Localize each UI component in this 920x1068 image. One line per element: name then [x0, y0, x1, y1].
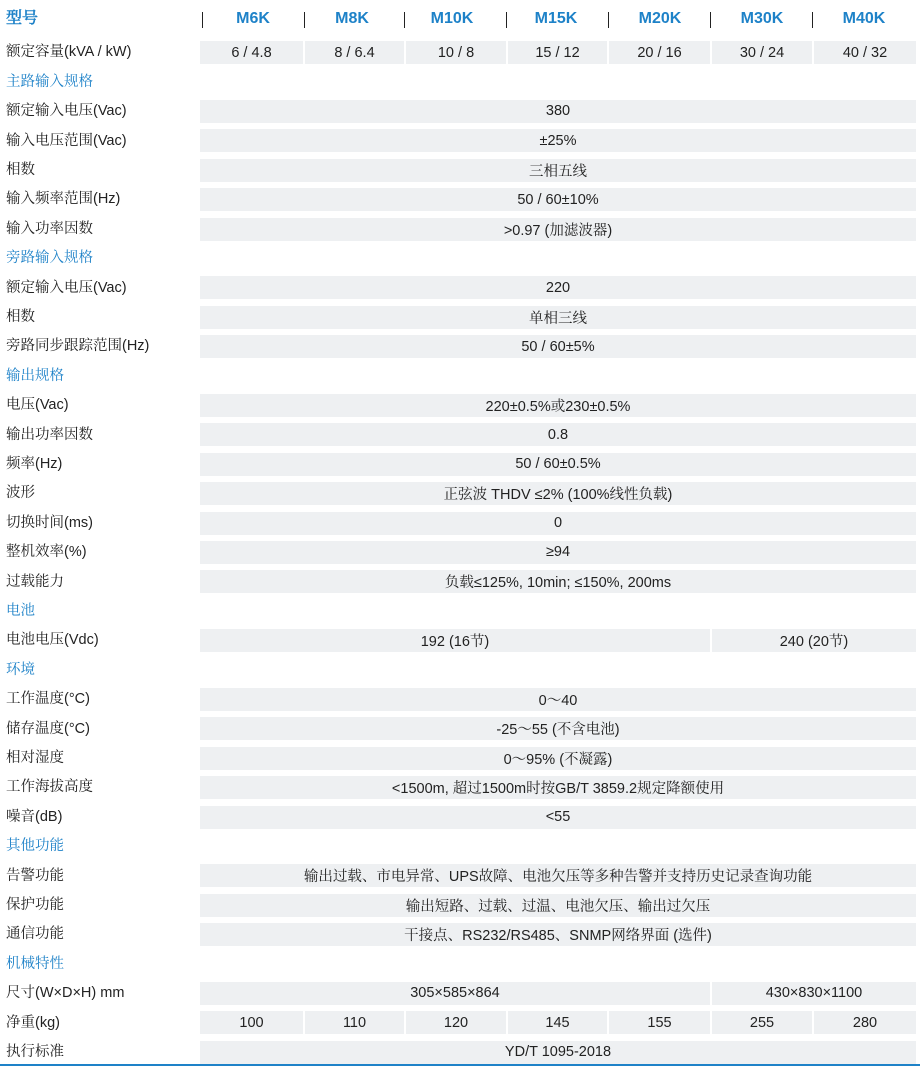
row-label: 输入电压范围(Vac): [6, 132, 127, 149]
spec-row: [0, 891, 920, 920]
row-label: 波形: [6, 485, 35, 502]
spec-row: [0, 420, 920, 449]
value-cell: 输出短路、过载、过温、电池欠压、输出过欠压: [200, 894, 916, 917]
section-title: 输出规格: [6, 367, 64, 384]
row-label: 电压(Vac): [6, 397, 69, 414]
spec-row: [0, 920, 920, 949]
section-heading-row: [0, 832, 920, 861]
spec-row: [0, 802, 920, 831]
row-label: 相数: [6, 162, 35, 179]
spec-row: [0, 567, 920, 596]
value-cell: 255: [712, 1011, 812, 1034]
value-cell: 20 / 16: [609, 41, 710, 64]
row-label: 相对湿度: [6, 750, 64, 767]
spec-row: [0, 126, 920, 155]
row-label: 频率(Hz): [6, 456, 63, 473]
header-separator: [506, 12, 507, 28]
spec-row: [0, 685, 920, 714]
row-label: 输入频率范围(Hz): [6, 191, 121, 208]
section-heading-row: [0, 949, 920, 978]
model-m10k: M10K: [430, 10, 474, 27]
spec-row: [0, 273, 920, 302]
bottom-divider: [0, 1064, 920, 1066]
value-cell: >0.97 (加滤波器): [200, 218, 916, 241]
row-label: 额定输入电压(Vac): [6, 103, 127, 120]
value-cell: 0.8: [200, 423, 916, 446]
section-heading-row: [0, 597, 920, 626]
spec-row: [0, 185, 920, 214]
spec-row: [0, 979, 920, 1008]
value-cell: 40 / 32: [814, 41, 916, 64]
header-separator: [812, 12, 813, 28]
spec-row: [0, 714, 920, 743]
row-label: 噪音(dB): [6, 808, 63, 825]
spec-row: [0, 38, 920, 67]
section-heading-row: [0, 655, 920, 684]
value-cell: 100: [200, 1011, 303, 1034]
value-cell: -25～55 (不含电池): [200, 717, 916, 740]
value-cell: 220±0.5%或230±0.5%: [200, 394, 916, 417]
model-m8k: M8K: [335, 10, 369, 27]
spec-row: [0, 214, 920, 243]
section-title: 机械特性: [6, 955, 64, 972]
section-heading-row: [0, 67, 920, 96]
value-cell: 正弦波 THDV ≤2% (100%线性负载): [200, 482, 916, 505]
value-cell: 145: [508, 1011, 607, 1034]
model-label: 型号: [6, 10, 39, 27]
spec-row: [0, 1038, 920, 1067]
spec-row: [0, 391, 920, 420]
header-separator: [608, 12, 609, 28]
row-label: 相数: [6, 309, 35, 326]
value-cell: 输出过载、市电异常、UPS故障、电池欠压等多种告警并支持历史记录查询功能: [200, 864, 916, 887]
row-label: 储存温度(°C): [6, 720, 90, 737]
value-cell: <1500m, 超过1500m时按GB/T 3859.2规定降额使用: [200, 776, 916, 799]
spec-row: [0, 508, 920, 537]
model-m20k: M20K: [638, 10, 682, 27]
value-cell: 280: [814, 1011, 916, 1034]
value-cell: YD/T 1095-2018: [200, 1041, 916, 1064]
value-cell: 0～95% (不凝露): [200, 747, 916, 770]
value-cell: 192 (16节): [200, 629, 710, 652]
value-cell: 110: [305, 1011, 404, 1034]
model-m30k: M30K: [740, 10, 784, 27]
value-cell: 负载≤125%, 10min; ≤150%, 200ms: [200, 570, 916, 593]
row-label: 过载能力: [6, 573, 64, 590]
row-label: 整机效率(%): [6, 544, 87, 561]
row-label: 保护功能: [6, 897, 64, 914]
value-cell: 240 (20节): [712, 629, 916, 652]
row-label: 尺寸(W×D×H) mm: [6, 985, 125, 1002]
row-label: 告警功能: [6, 867, 64, 884]
section-title: 旁路输入规格: [6, 250, 93, 267]
value-cell: 10 / 8: [406, 41, 506, 64]
spec-row: [0, 744, 920, 773]
row-label: 额定容量(kVA / kW): [6, 44, 132, 61]
spec-row: [0, 332, 920, 361]
value-cell: <55: [200, 806, 916, 829]
section-title: 主路输入规格: [6, 73, 93, 90]
value-cell: 305×585×864: [200, 982, 710, 1005]
row-label: 净重(kg): [6, 1014, 60, 1031]
value-cell: ±25%: [200, 129, 916, 152]
section-title: 电池: [6, 603, 35, 620]
spec-row: [0, 156, 920, 185]
row-label: 电池电压(Vdc): [6, 632, 99, 649]
row-label: 切换时间(ms): [6, 514, 93, 531]
section-heading-row: [0, 244, 920, 273]
value-cell: 8 / 6.4: [305, 41, 404, 64]
header-separator: [710, 12, 711, 28]
model-m40k: M40K: [842, 10, 886, 27]
spec-row: [0, 861, 920, 890]
value-cell: 干接点、RS232/RS485、SNMP网络界面 (选件): [200, 923, 916, 946]
value-cell: 0～40: [200, 688, 916, 711]
header-separator: [304, 12, 305, 28]
row-label: 执行标准: [6, 1044, 64, 1061]
value-cell: 380: [200, 100, 916, 123]
row-label: 输入功率因数: [6, 220, 93, 237]
spec-row: [0, 303, 920, 332]
value-cell: 120: [406, 1011, 506, 1034]
value-cell: 50 / 60±10%: [200, 188, 916, 211]
row-label: 旁路同步跟踪范围(Hz): [6, 338, 150, 355]
spec-row: [0, 773, 920, 802]
value-cell: 6 / 4.8: [200, 41, 303, 64]
value-cell: 三相五线: [200, 159, 916, 182]
value-cell: 155: [609, 1011, 710, 1034]
header-separator: [404, 12, 405, 28]
value-cell: 15 / 12: [508, 41, 607, 64]
value-cell: 50 / 60±0.5%: [200, 453, 916, 476]
model-m6k: M6K: [236, 10, 270, 27]
spec-row: [0, 1008, 920, 1037]
row-label: 通信功能: [6, 926, 64, 943]
row-label: 工作温度(°C): [6, 691, 90, 708]
header-row: [0, 0, 920, 38]
value-cell: 0: [200, 512, 916, 535]
value-cell: 单相三线: [200, 306, 916, 329]
spec-row: [0, 97, 920, 126]
section-heading-row: [0, 361, 920, 390]
row-label: 输出功率因数: [6, 426, 93, 443]
value-cell: 50 / 60±5%: [200, 335, 916, 358]
spec-row: [0, 479, 920, 508]
value-cell: 30 / 24: [712, 41, 812, 64]
header-separator: [202, 12, 203, 28]
value-cell: ≥94: [200, 541, 916, 564]
value-cell: 430×830×1100: [712, 982, 916, 1005]
section-title: 其他功能: [6, 838, 64, 855]
spec-row: [0, 626, 920, 655]
spec-row: [0, 450, 920, 479]
value-cell: 220: [200, 276, 916, 299]
model-m15k: M15K: [534, 10, 578, 27]
spec-row: [0, 538, 920, 567]
row-label: 工作海拔高度: [6, 779, 93, 796]
section-title: 环境: [6, 661, 35, 678]
row-label: 额定输入电压(Vac): [6, 279, 127, 296]
